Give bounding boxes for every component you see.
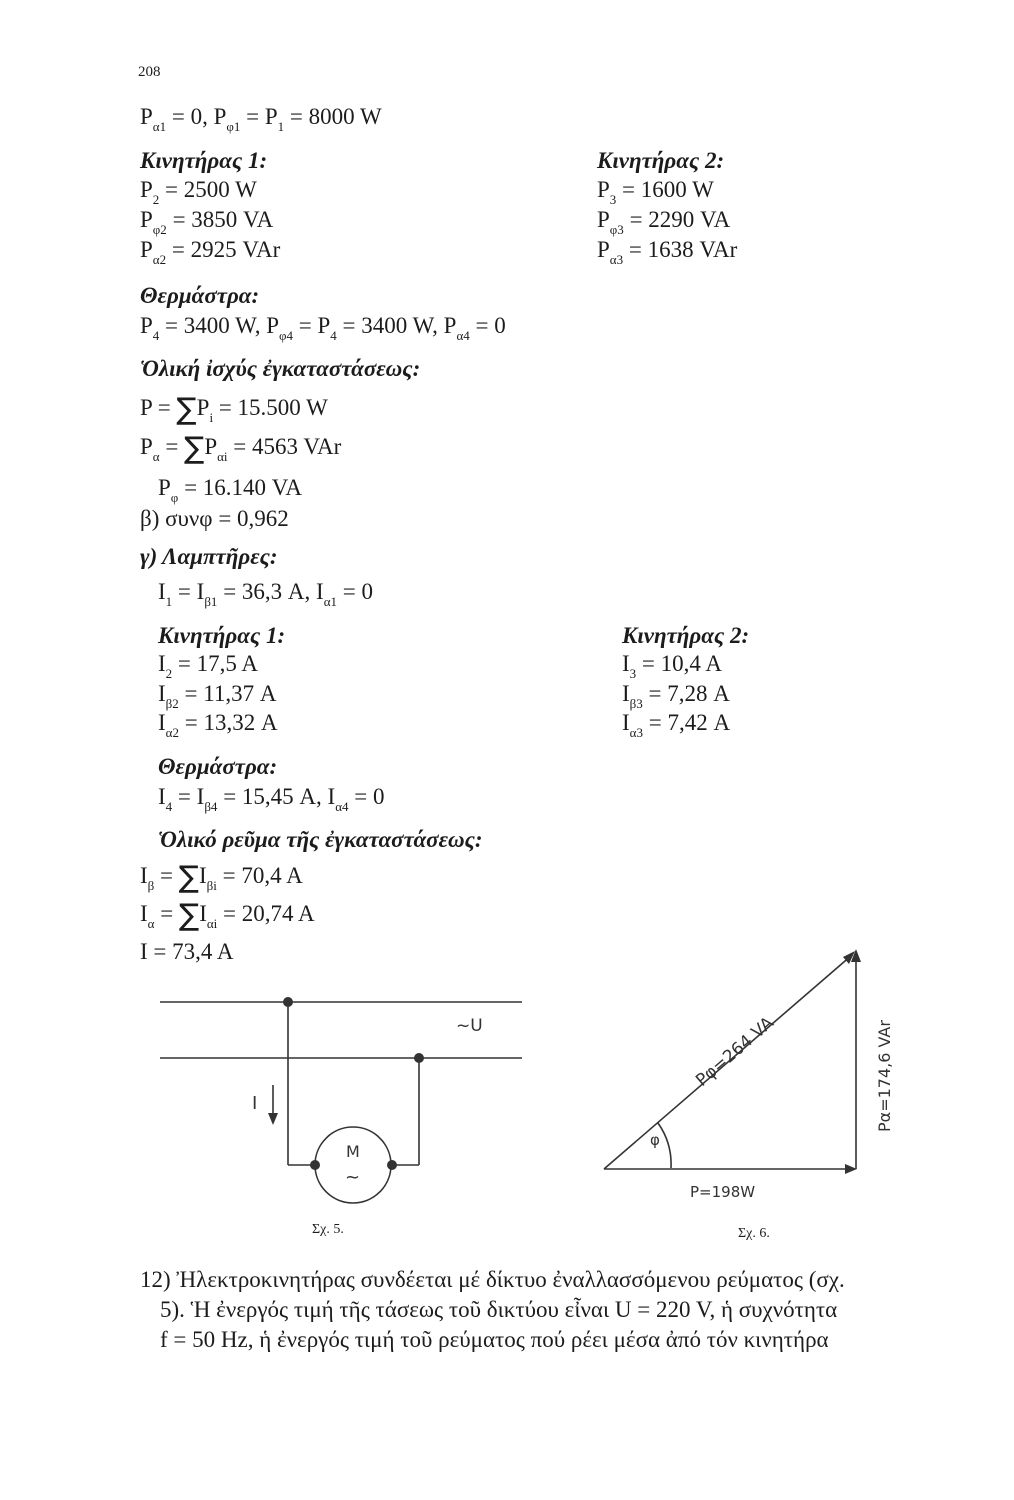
equation-line: $P = \sum P_i = 15.500$ W — [140, 392, 328, 427]
current-label: I — [252, 1093, 258, 1114]
sigma-symbol: ∑ — [184, 431, 205, 466]
equation-line: $I_\alpha = \sum I_{\alpha i} = 20,74$ A — [140, 898, 315, 933]
equation-line: $I_{\alpha 2} = 13,32$ A — [158, 710, 278, 740]
active-power-label: P=198W — [690, 1183, 756, 1201]
equation-line: $I_{\alpha 3} = 7,42$ A — [622, 710, 731, 740]
section-heading: Κινητήρας 1: — [140, 148, 268, 173]
equation-line: $I_2 = 17,5$ A — [158, 651, 258, 681]
equation-line: $P_{\varphi 2} = 3850$ VA — [140, 207, 274, 237]
section-heading: Κινητήρας 1: — [158, 623, 286, 648]
angle-arc — [658, 1123, 671, 1168]
equation-line: $I_{\beta 3} = 7,28$ A — [622, 681, 730, 711]
reactive-power-label: Pα=174,6 VAr — [875, 1020, 894, 1132]
motor-ac-symbol: ~ — [345, 1167, 361, 1188]
equation-line: $I_4 = I_{\beta 4} = 15,45$ A, $I_{\alpha 4} = 0$ — [158, 784, 385, 814]
junction-dot — [283, 997, 293, 1007]
terminal-dot — [310, 1160, 320, 1170]
figure-caption: Σχ. 5. — [312, 1222, 344, 1237]
apparent-power-label: Pφ=264 VA — [692, 1013, 778, 1091]
paragraph-line: 5). Ἡ ἐνεργός τιμή τῆς τάσεως τοῦ δικτύου εἶναι U = 220 V, ἡ συχνότητα — [160, 1297, 838, 1322]
sigma-symbol: ∑ — [178, 898, 200, 933]
circuit-diagram-fig5 — [160, 985, 540, 1210]
section-heading: γ) Λαμπτῆρες: — [140, 544, 278, 569]
sigma-symbol: ∑ — [178, 860, 199, 895]
paragraph-line: 12) Ἠλεκτροκινητήρας συνδέεται μέ δίκτυο ἐναλλασσόμενου ρεύματος (σχ. — [140, 1267, 845, 1292]
source-voltage-label: ~U — [456, 1016, 483, 1036]
motor-label: M — [346, 1142, 360, 1161]
equation-line: $I_{\beta 2} = 11,37$ A — [158, 681, 277, 711]
equation-line: $P_{\varphi 3} = 2290$ VA — [597, 207, 731, 237]
sigma-symbol: ∑ — [176, 392, 197, 427]
motor-symbol — [315, 1127, 391, 1203]
section-heading: Ὁλικό ρεῦμα τῆς ἐγκαταστάσεως: — [158, 827, 483, 852]
equation-line: $I_\beta = \sum I_{\beta i} = 70,4$ A — [140, 860, 303, 895]
section-heading: Θερμάστρα: — [140, 283, 260, 308]
section-heading: Θερμάστρα: — [158, 754, 278, 779]
equation-line: $I_3 = 10,4$ A — [622, 651, 722, 681]
junction-dot — [414, 1053, 424, 1063]
section-heading: Κινητήρας 2: — [622, 623, 750, 648]
equation-line: $P_\alpha = \sum P_{\alpha i} = 4563$ VAr — [140, 431, 342, 466]
section-heading: Ὁλική ἰσχύς ἐγκαταστάσεως: — [140, 356, 421, 381]
equation-line: $P_\varphi = 16.140$ VA — [158, 475, 303, 505]
paragraph-line: f = 50 Hz, ἡ ἐνεργός τιμή τοῦ ρεύματος πού ρέει μέσα ἀπό τόν κινητήρα — [160, 1327, 829, 1352]
equation-line: $P_{\alpha 2} = 2925$ VAr — [140, 237, 281, 267]
equation-line: $P_{\alpha 1} = 0$, $P_{\varphi 1} = P_1 = 8000$ W — [140, 104, 382, 134]
figure-caption: Σχ. 6. — [738, 1226, 770, 1241]
equation-line: β) συνφ = 0,962 — [140, 506, 289, 531]
equation-line: $P_{\alpha 3} = 1638$ VAr — [597, 237, 738, 267]
power-triangle-fig6 — [590, 935, 920, 1220]
equation-line: $P_4 = 3400$ W, $P_{\varphi 4} = P_4 = 3400$ W, $P_{\alpha 4} = 0$ — [140, 313, 506, 343]
problem-paragraph — [140, 1265, 970, 1355]
equation-line: $I_1 = I_{\beta 1} = 36,3$ A, $I_{\alpha 1} = 0$ — [158, 579, 373, 609]
terminal-dot — [387, 1160, 397, 1170]
angle-label: φ — [650, 1131, 660, 1149]
equation-line: I = 73,4 A — [140, 939, 234, 964]
section-heading: Κινητήρας 2: — [597, 148, 725, 173]
page-number: 208 — [138, 64, 161, 80]
equation-line: $P_2 = 2500$ W — [140, 177, 257, 207]
equation-line: $P_3 = 1600$ W — [597, 177, 714, 207]
